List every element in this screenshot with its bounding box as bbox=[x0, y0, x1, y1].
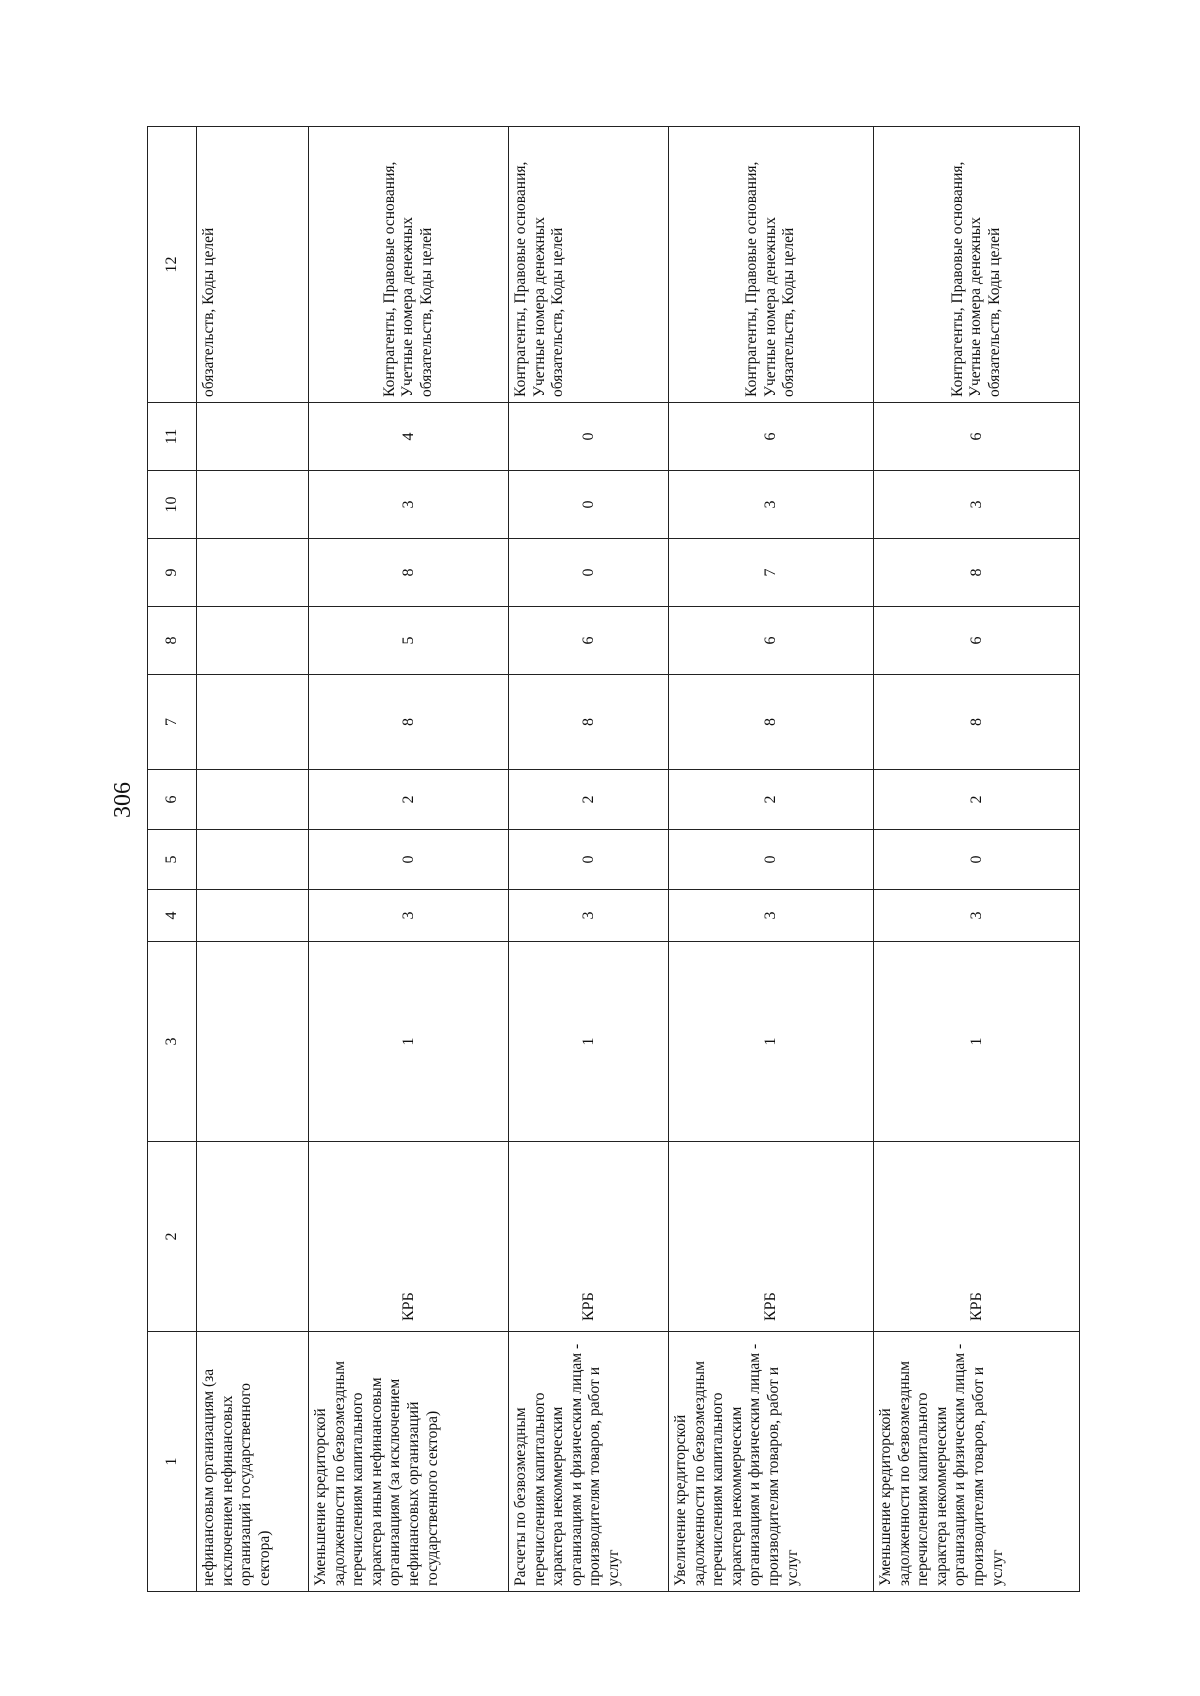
row-description: нефинансовым организациям (за исключением нефинансовых организаций государственного сектора) bbox=[197, 1332, 309, 1592]
analytics-codes: Контрагенты, Правовые основания, Учетные номера денежных обязательств, Коды целей bbox=[669, 127, 874, 403]
analytics-codes: Контрагенты, Правовые основания, Учетные номера денежных обязательств, Коды целей bbox=[874, 127, 1080, 403]
code-digit: 1 bbox=[669, 942, 874, 1142]
code-digit bbox=[197, 942, 309, 1142]
code-digit: 1 bbox=[874, 942, 1080, 1142]
kbd-code: КРБ bbox=[509, 1142, 669, 1332]
code-digit: 4 bbox=[309, 403, 509, 471]
page-number: 306 bbox=[110, 782, 136, 818]
code-digit: 0 bbox=[874, 830, 1080, 890]
column-header: 5 bbox=[148, 830, 197, 890]
code-digit: 5 bbox=[309, 607, 509, 675]
code-digit: 3 bbox=[669, 471, 874, 539]
column-header: 11 bbox=[148, 403, 197, 471]
column-header: 1 bbox=[148, 1332, 197, 1592]
column-header: 3 bbox=[148, 942, 197, 1142]
table-row bbox=[509, 127, 669, 1592]
code-digit: 8 bbox=[309, 539, 509, 607]
code-digit: 3 bbox=[309, 890, 509, 942]
row-description: Расчеты по безвозмездным перечислениям капитального характера некоммерческим организациям и физическим лицам - производителям товаров, работ и услуг bbox=[509, 1332, 669, 1592]
table-row bbox=[874, 127, 1080, 1592]
code-digit: 8 bbox=[874, 675, 1080, 770]
column-header: 4 bbox=[148, 890, 197, 942]
header-row bbox=[148, 127, 197, 1592]
code-digit: 8 bbox=[309, 675, 509, 770]
code-digit: 0 bbox=[509, 403, 669, 471]
code-digit bbox=[197, 403, 309, 471]
column-header: 7 bbox=[148, 675, 197, 770]
code-digit: 0 bbox=[509, 471, 669, 539]
code-digit: 3 bbox=[874, 890, 1080, 942]
code-digit: 3 bbox=[509, 890, 669, 942]
row-description: Уменьшение кредиторской задолженности по безвозмездным перечислениям капитального характера некоммерческим организациям и физическим лицам - производителям товаров, работ и услуг bbox=[874, 1332, 1080, 1592]
code-digit: 2 bbox=[669, 770, 874, 830]
row-description: Уменьшение кредиторской задолженности по безвозмездным перечислениям капитального характера иным нефинансовым организациям (за исключением нефинансовых организаций государственного сектора) bbox=[309, 1332, 509, 1592]
code-digit: 3 bbox=[874, 471, 1080, 539]
code-digit: 0 bbox=[309, 830, 509, 890]
code-digit: 1 bbox=[509, 942, 669, 1142]
code-digit bbox=[197, 830, 309, 890]
table-row bbox=[309, 127, 509, 1592]
code-digit: 2 bbox=[509, 770, 669, 830]
column-header: 8 bbox=[148, 607, 197, 675]
column-header: 12 bbox=[148, 127, 197, 403]
code-digit bbox=[197, 890, 309, 942]
code-digit: 3 bbox=[309, 471, 509, 539]
code-digit: 6 bbox=[874, 403, 1080, 471]
code-digit: 0 bbox=[509, 539, 669, 607]
code-digit bbox=[197, 471, 309, 539]
column-header: 6 bbox=[148, 770, 197, 830]
code-digit bbox=[197, 675, 309, 770]
analytics-codes: обязательств, Коды целей bbox=[197, 127, 309, 403]
kbd-code: КРБ bbox=[874, 1142, 1080, 1332]
code-digit: 2 bbox=[874, 770, 1080, 830]
kbd-code bbox=[197, 1142, 309, 1332]
code-digit: 6 bbox=[669, 607, 874, 675]
code-digit bbox=[197, 770, 309, 830]
kbd-code: КРБ bbox=[669, 1142, 874, 1332]
code-digit bbox=[197, 607, 309, 675]
table-row bbox=[197, 127, 309, 1592]
accounts-table bbox=[147, 126, 1080, 1592]
analytics-codes: Контрагенты, Правовые основания, Учетные номера денежных обязательств, Коды целей bbox=[309, 127, 509, 403]
code-digit bbox=[197, 539, 309, 607]
table-row bbox=[669, 127, 874, 1592]
code-digit: 8 bbox=[669, 675, 874, 770]
analytics-codes: Контрагенты, Правовые основания, Учетные номера денежных обязательств, Коды целей bbox=[509, 127, 669, 403]
column-header: 9 bbox=[148, 539, 197, 607]
row-description: Увеличение кредиторской задолженности по безвозмездным перечислениям капитального характера некоммерческим организациям и физическим лицам - производителям товаров, работ и услуг bbox=[669, 1332, 874, 1592]
column-header: 2 bbox=[148, 1142, 197, 1332]
code-digit: 8 bbox=[509, 675, 669, 770]
code-digit: 2 bbox=[309, 770, 509, 830]
code-digit: 6 bbox=[669, 403, 874, 471]
code-digit: 1 bbox=[309, 942, 509, 1142]
column-header: 10 bbox=[148, 471, 197, 539]
accounts-table-container bbox=[147, 127, 1072, 1592]
code-digit: 8 bbox=[874, 539, 1080, 607]
code-digit: 6 bbox=[874, 607, 1080, 675]
code-digit: 0 bbox=[669, 830, 874, 890]
kbd-code: КРБ bbox=[309, 1142, 509, 1332]
code-digit: 3 bbox=[669, 890, 874, 942]
code-digit: 7 bbox=[669, 539, 874, 607]
code-digit: 6 bbox=[509, 607, 669, 675]
code-digit: 0 bbox=[509, 830, 669, 890]
